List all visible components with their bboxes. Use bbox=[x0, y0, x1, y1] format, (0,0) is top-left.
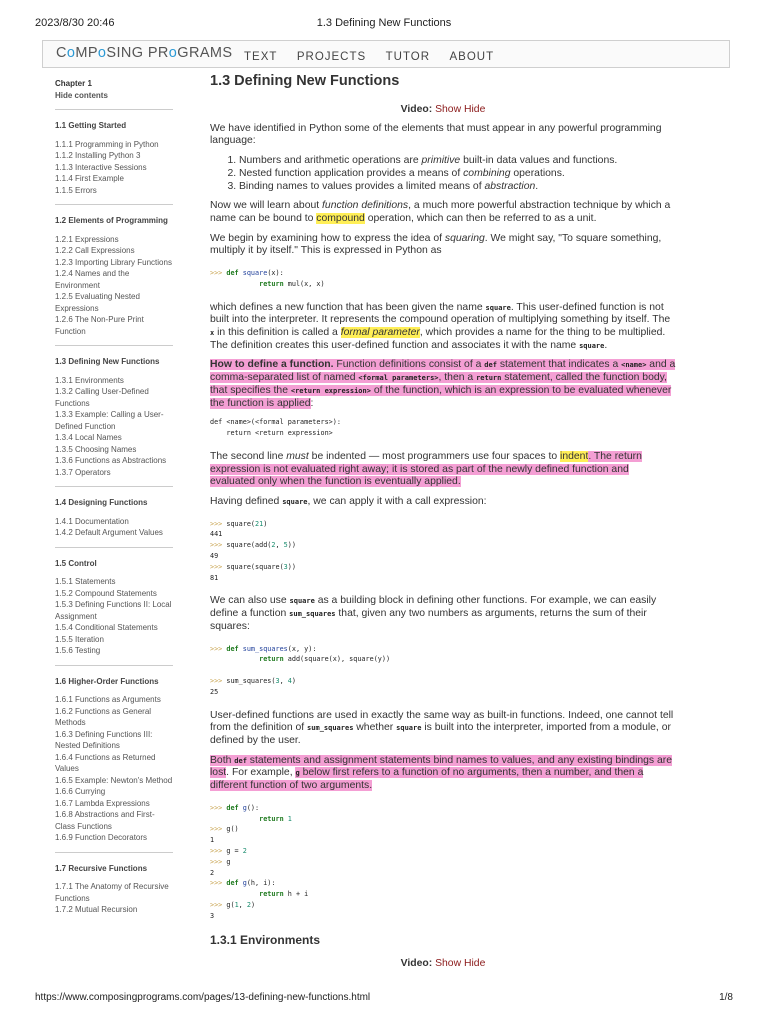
sidebar-item[interactable]: 1.1.4 First Example bbox=[55, 174, 124, 183]
video-show-link[interactable]: Show bbox=[435, 104, 462, 115]
sidebar-section-title[interactable]: 1.7 Recursive Functions bbox=[55, 863, 148, 873]
sidebar-item[interactable]: 1.3.4 Local Names bbox=[55, 433, 122, 442]
sidebar-section-title[interactable]: 1.5 Control bbox=[55, 558, 97, 568]
list-item: 1. Numbers and arithmetic operations are primitive built-in data values and functions. bbox=[239, 155, 676, 168]
sidebar-item[interactable]: 1.3.7 Operators bbox=[55, 467, 111, 477]
sidebar-item[interactable]: 1.2.4 Names and the Environment bbox=[55, 269, 130, 290]
main-content bbox=[210, 72, 676, 977]
list-item: 3. Binding names to values provides a limited means of abstraction. bbox=[239, 181, 676, 194]
sidebar-section bbox=[55, 852, 173, 916]
sidebar-section-title[interactable]: 1.6 Higher-Order Functions bbox=[55, 676, 159, 686]
sidebar-item[interactable]: 1.5.1 Statements bbox=[55, 577, 116, 586]
sidebar-section-title[interactable]: 1.4 Designing Functions bbox=[55, 498, 148, 507]
sidebar-section bbox=[55, 109, 173, 196]
code-block-def-syntax: def <name>(<formal parameters>): return <return expression> bbox=[210, 418, 341, 438]
sidebar-section-title[interactable]: 1.3 Defining New Functions bbox=[55, 357, 160, 366]
chapter-label: Chapter 1 bbox=[55, 79, 92, 88]
sidebar-section bbox=[55, 665, 173, 844]
sidebar-item[interactable]: 1.6.5 Example: Newton's Method bbox=[55, 775, 173, 785]
sidebar-item[interactable]: 1.6.7 Lambda Expressions bbox=[55, 798, 150, 808]
paragraph: Having defined square, we can apply it with a call expression: bbox=[210, 495, 487, 507]
list-item: 2. Nested function application provides a means of combining operations. bbox=[239, 168, 676, 181]
sidebar-section bbox=[55, 204, 173, 337]
sidebar-item[interactable]: 1.5.3 Defining Functions II: Local Assignment bbox=[55, 600, 172, 621]
sidebar-item[interactable]: 1.6.3 Defining Functions III: Nested Definitions bbox=[55, 729, 153, 750]
video-toggle: Video: Show Hide bbox=[400, 104, 486, 115]
print-page-number: 1/8 bbox=[719, 992, 733, 1003]
paragraph: Both def statements and assignment statements bind names to values, and any existing bindings are lost. For example, g below first refers to a function of no arguments, then a number, and then a different function of two arguments. bbox=[210, 754, 673, 792]
sidebar-item[interactable]: 1.2.2 Call Expressions bbox=[55, 246, 135, 255]
sidebar-item[interactable]: 1.6.1 Functions as Arguments bbox=[55, 695, 161, 704]
sidebar-item[interactable]: 1.6.9 Function Decorators bbox=[55, 833, 148, 842]
highlight: . The return expression is not evaluated right away; it is stored as part of the newly defined function and evaluated only when the function is eventually applied. bbox=[210, 450, 642, 488]
nav-text-link[interactable]: TEXT bbox=[244, 51, 278, 63]
nav-tutor-link[interactable]: TUTOR bbox=[385, 51, 431, 63]
sidebar-item[interactable]: 1.7.2 Mutual Recursion bbox=[55, 905, 138, 914]
sidebar-section bbox=[55, 547, 173, 657]
video-hide-link[interactable]: Hide bbox=[463, 958, 486, 970]
sidebar-item[interactable]: 1.6.2 Functions as General Methods bbox=[55, 706, 152, 727]
sidebar-item[interactable]: 1.3.3 Example: Calling a User-Defined Function bbox=[55, 410, 164, 431]
sidebar-item[interactable]: 1.2.5 Evaluating Nested Expressions bbox=[55, 292, 140, 313]
intro-paragraph: We have identified in Python some of the elements that must appear in any powerful programming language: bbox=[210, 122, 662, 147]
print-url: https://www.composingprograms.com/pages/13-defining-new-functions.html bbox=[35, 992, 371, 1003]
sidebar-item[interactable]: 1.3.5 Choosing Names bbox=[55, 444, 137, 454]
nav-links bbox=[244, 47, 509, 65]
sidebar-section-title[interactable]: 1.1 Getting Started bbox=[55, 121, 127, 130]
highlight: indent bbox=[560, 450, 589, 462]
highlight: formal parameter bbox=[340, 327, 420, 339]
code-block-sum-squares: >>> def sum_squares(x, y): return add(square(x), square(y)) >>> sum_squares(3, 4) 25 bbox=[210, 644, 391, 696]
contents-sidebar bbox=[55, 78, 173, 916]
sidebar-section-title[interactable]: 1.2 Elements of Programming bbox=[55, 216, 168, 225]
video-hide-link[interactable]: Hide bbox=[463, 104, 486, 115]
paragraph: We can also use square as a building block in defining other functions. For example, we can easily define a function sum_squares that, given any two numbers as arguments, returns the sum of their squares: bbox=[210, 595, 657, 632]
sidebar-item[interactable]: 1.4.1 Documentation bbox=[55, 516, 129, 526]
site-logo[interactable]: CoMPoSING PRoGRAMS bbox=[56, 45, 233, 61]
code-block-calls: >>> square(21) 441 >>> square(add(2, 5)) 49 >>> square(square(3)) 81 bbox=[210, 519, 296, 582]
sidebar-item[interactable]: 1.1.2 Installing Python 3 bbox=[55, 151, 141, 160]
sidebar-item[interactable]: 1.2.1 Expressions bbox=[55, 234, 119, 244]
sidebar-item[interactable]: 1.2.6 The Non-Pure Print Function bbox=[55, 315, 144, 336]
sidebar-item[interactable]: 1.3.1 Environments bbox=[55, 375, 124, 385]
sidebar-item[interactable]: 1.3.2 Calling User-Defined Functions bbox=[55, 387, 149, 408]
sidebar-item[interactable]: 1.1.3 Interactive Sessions bbox=[55, 162, 147, 172]
sidebar-item[interactable]: 1.5.4 Conditional Statements bbox=[55, 623, 158, 632]
elements-list bbox=[210, 155, 676, 193]
paragraph: User-defined functions are used in exactly the same way as built-in functions. Indeed, one cannot tell from the definition of sum_squares whether square is built into the interpreter, imported from a module, or defined by the user. bbox=[210, 709, 674, 746]
print-footer bbox=[35, 992, 733, 1004]
hide-contents-link[interactable]: Hide contents bbox=[55, 90, 108, 100]
sidebar-item[interactable]: 1.1.5 Errors bbox=[55, 185, 97, 195]
sidebar-item[interactable]: 1.7.1 The Anatomy of Recursive Functions bbox=[55, 882, 169, 903]
paragraph: We begin by examining how to express the idea of squaring. We might say, "To square something, multiply it by itself." This is expressed in Python as bbox=[210, 232, 662, 257]
sidebar-section bbox=[55, 345, 173, 478]
page-title: 1.3 Defining New Functions bbox=[210, 73, 400, 89]
sidebar-section bbox=[55, 486, 173, 539]
paragraph: The second line must be indented — most programmers use four spaces to indent. The return expression is not evaluated right away; it is stored as part of the newly defined function and evaluated only when the function is eventually applied. bbox=[210, 450, 642, 488]
paragraph: How to define a function. Function definitions consist of a def statement that indicates a <name> and a comma-separated list of named <formal parameters>, then a return statement, called the function body, that specifies the <return expression> of the function, which is an expression to be evaluated whenever the function is applied: bbox=[210, 359, 676, 409]
sidebar-item[interactable]: 1.6.8 Abstractions and First-Class Functions bbox=[55, 810, 155, 831]
sidebar-item[interactable]: 1.5.5 Iteration bbox=[55, 634, 104, 644]
sidebar-item[interactable]: 1.5.2 Compound Statements bbox=[55, 588, 157, 598]
paragraph: which defines a new function that has been given the name square. This user-defined function is not built into the interpreter. It represents the compound operation of multiplying something by itself. The x in this definition is called a formal parameter, which provides a name for the thing to be multiplied. The definition creates this user-defined function and associates it with the name square. bbox=[210, 301, 671, 351]
top-nav-bar bbox=[42, 40, 730, 68]
video-show-link[interactable]: Show bbox=[435, 958, 462, 970]
nav-about-link[interactable]: ABOUT bbox=[449, 51, 495, 63]
sidebar-item[interactable]: 1.6.6 Currying bbox=[55, 787, 106, 796]
code-block-square: >>> def square(x): return mul(x, x) bbox=[210, 269, 325, 288]
sidebar-item[interactable]: 1.6.4 Functions as Returned Values bbox=[55, 752, 156, 773]
print-date: 2023/8/30 20:46 bbox=[35, 17, 115, 29]
code-block-rebinding: >>> def g(): return 1 >>> g() 1 >>> g = 2 >>> g 2 >>> def g(h, i): return h + i >>> g(1, 2) 3 bbox=[210, 803, 309, 920]
paragraph: Now we will learn about function definitions, a much more powerful abstraction technique by which a name can be bound to compound operation, which can then be referred to as a unit. bbox=[210, 200, 671, 224]
sidebar-item[interactable]: 1.5.6 Testing bbox=[55, 646, 101, 655]
highlight: compound bbox=[316, 212, 365, 224]
sidebar-item[interactable]: 1.2.3 Importing Library Functions bbox=[55, 257, 172, 267]
sidebar-item[interactable]: 1.4.2 Default Argument Values bbox=[55, 528, 163, 537]
sidebar-item[interactable]: 1.1.1 Programming in Python bbox=[55, 139, 159, 149]
nav-projects-link[interactable]: PROJECTS bbox=[296, 51, 367, 63]
print-header bbox=[35, 17, 733, 31]
subsection-title: 1.3.1 Environments bbox=[210, 932, 321, 947]
print-title: 1.3 Defining New Functions bbox=[316, 17, 452, 29]
sidebar-item[interactable]: 1.3.6 Functions as Abstractions bbox=[55, 456, 167, 465]
video-toggle: Video: Show Hide bbox=[400, 958, 486, 970]
